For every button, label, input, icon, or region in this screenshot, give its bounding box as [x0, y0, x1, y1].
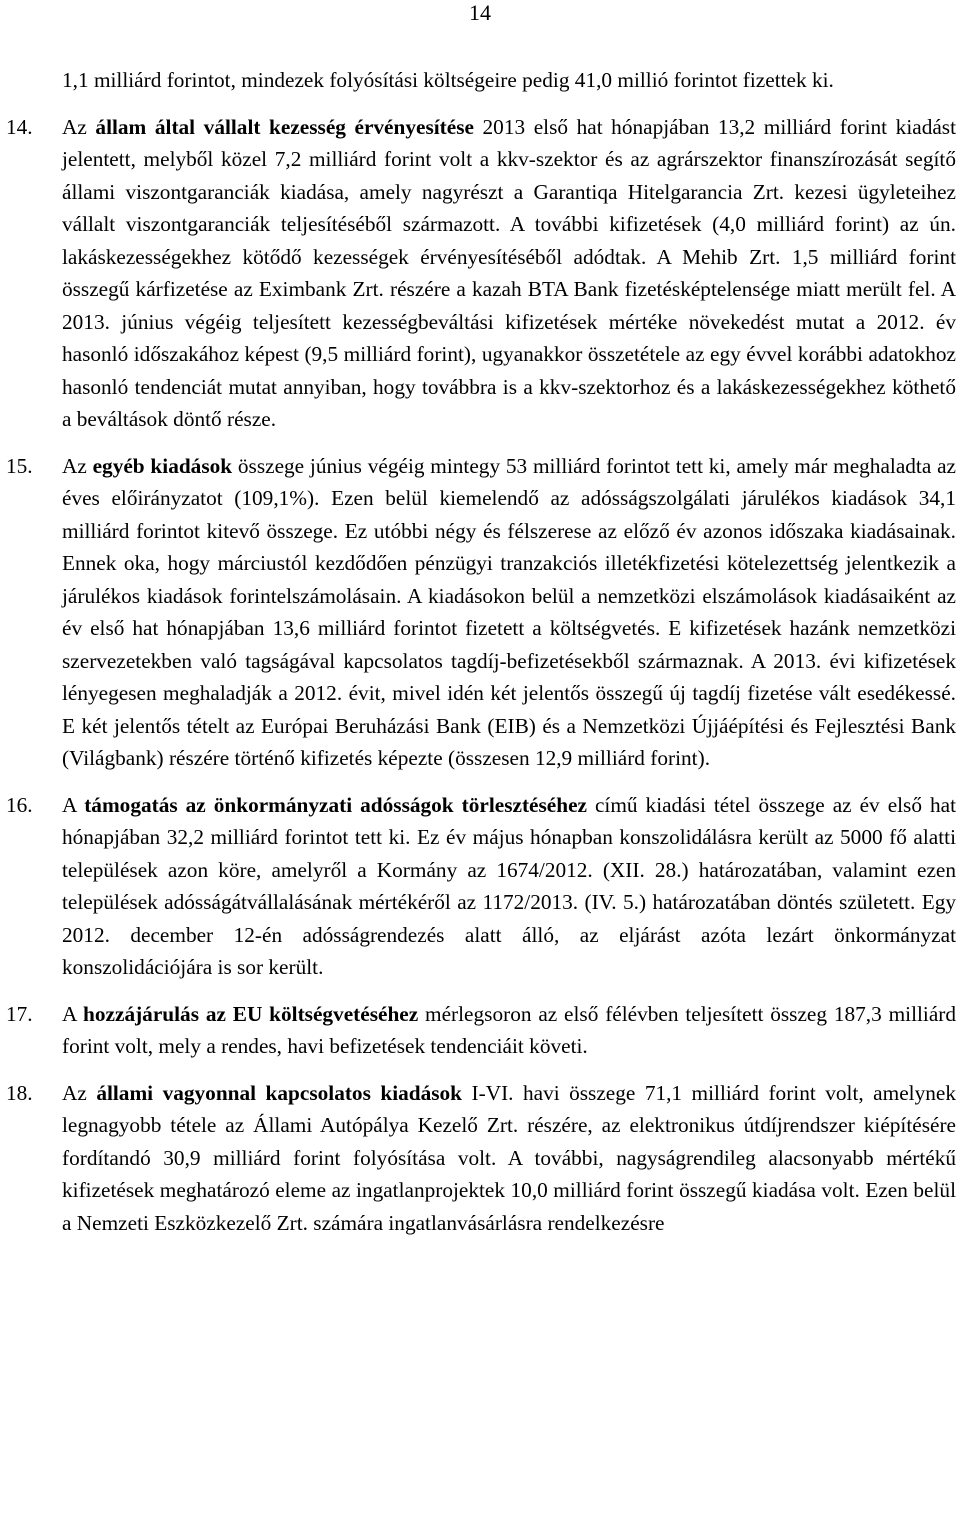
item-text: A támogatás az önkormányzati adósságok törlesztéséhez című kiadási tétel összege az év első hat hónapjában 32,2 milliárd forintot tett ki. Ez év május hónapban konszolidálásra került az 5000 fő alatti települések azon köre, amelyről a Kormány az 1674/2012. (XII. 28.) határozatában, valamint ezen települések adósságátvállalásának mértékéről az 1172/2013. (IV. 5.) határozatában döntés született. Egy 2012. december 12-én adósságrendezés alatt álló, az eljárást azóta lezárt önkormányzat konszolidációjára is sor került. [62, 792, 956, 979]
item-bold-term: hozzájárulás az EU költségvetéséhez [83, 1001, 419, 1026]
item-bold-term: egyéb kiadások [92, 453, 233, 478]
list-item-17 [6, 998, 957, 1063]
item-number: 14. [6, 114, 33, 139]
item-number: 15. [6, 453, 33, 478]
list-item-16 [6, 789, 956, 984]
item-text: Az állami vagyonnal kapcsolatos kiadások I-VI. havi összege 71,1 milliárd forint volt, amelynek legnagyobb tétele az Állami Autópálya Kezelő Zrt. részére, az elektronikus útdíjrendszer kiépítésére fordítandó 30,9 milliárd forint folyósítása volt. A további, nagyságrendileg alacsonyabb mértékű kifizetések meghatározó eleme az ingatlanprojektek 10,0 milliárd forint összegű kiadása volt. Ezen belül a Nemzeti Eszközkezelő Zrt. számára ingatlanvásárlásra rendelkezésre [62, 1080, 956, 1235]
item-text: Az állam által vállalt kezesség érvényesítése 2013 első hat hónapjában 13,2 milliárd forint kiadást jelentett, melyből közel 7,2 milliárd forint volt a kkv-szektor és az agrárszektor finanszírozását segítő állami viszontgaranciák kiadása, amely nagyrészt a Garantiqa Hitelgarancia Zrt. kezesi ügyleteihez vállalt viszontgaranciák teljesítéséből származott. A további kifizetések (4,0 milliárd forint) az ún. lakáskezességekhez kötődő kezességek érvényesítéséből adódtak. A Mehib Zrt. 1,5 milliárd forint összegű kárfizetése az Eximbank Zrt. részére a kazah BTA Bank fizetésképtelensége miatt merült fel. A 2013. június végéig teljesített kezességbeváltási kifizetések mértéke növekedést mutat a 2012. év hasonló időszakához képest (9,5 milliárd forint), ugyanakkor összetétele az egy évvel korábbi adatokhoz hasonló tendenciát mutat annyiban, hogy továbbra is a kkv-szektorhoz és a lakáskezességekhez köthető a beváltások döntő része. [62, 114, 957, 431]
item-text: A hozzájárulás az EU költségvetéséhez mérlegsoron az első félévben teljesített összeg 187,3 milliárd forint volt, mely a rendes, havi befizetések tendenciáit követi. [62, 1001, 957, 1058]
item-number: 18. [6, 1080, 33, 1105]
item-text: Az egyéb kiadások összege június végéig mintegy 53 milliárd forintot tett ki, amely már meghaladta az éves előirányzatot (109,1%). Ezen belül kiemelendő az adósságszolgálati járulékos kiadások 34,1 milliárd forintot kitevő összege. Ez utóbbi négy és félszerese az előző év azonos időszaka kiadásainak. Ennek oka, hogy márciustól kezdődően pénzügyi tranzakciós illetékfizetési kötelezettség jelentkezik a járulékos kiadások forintelszámolásain. A kiadásokon belül a nemzetközi elszámolások kiadásaiként az év első hat hónapjában 13,6 milliárd forintot fizetett a költségvetés. E kifizetések hazánk nemzetközi szervezetekben való tagságával kapcsolatos tagdíj-befizetésekből származnak. A 2013. évi kifizetések lényegesen meghaladják a 2012. évit, mivel idén két jelentős összegű új tagdíj fizetése vált esedékessé. E két jelentős tételt az Európai Beruházási Bank (EIB) és a Nemzetközi Újjáépítési és Fejlesztési Bank (Világbank) részére történő kifizetés képezte (összesen 12,9 milliárd forint). [62, 453, 956, 770]
item-number: 17. [6, 1001, 33, 1026]
page-number: 14 [469, 0, 491, 25]
continuation-paragraph: 1,1 milliárd forintot, mindezek folyósítási költségeire pedig 41,0 millió forintot fizettek ki. [62, 68, 834, 92]
list-item-14 [6, 111, 957, 436]
list-item-15 [6, 450, 956, 775]
list-item-18 [6, 1077, 956, 1240]
document-body [6, 64, 957, 1239]
item-number: 16. [6, 792, 33, 817]
item-bold-term: állam által vállalt kezesség érvényesítése [95, 114, 474, 139]
item-bold-term: támogatás az önkormányzati adósságok törlesztéséhez [84, 792, 587, 817]
item-bold-term: állami vagyonnal kapcsolatos kiadások [96, 1080, 463, 1105]
